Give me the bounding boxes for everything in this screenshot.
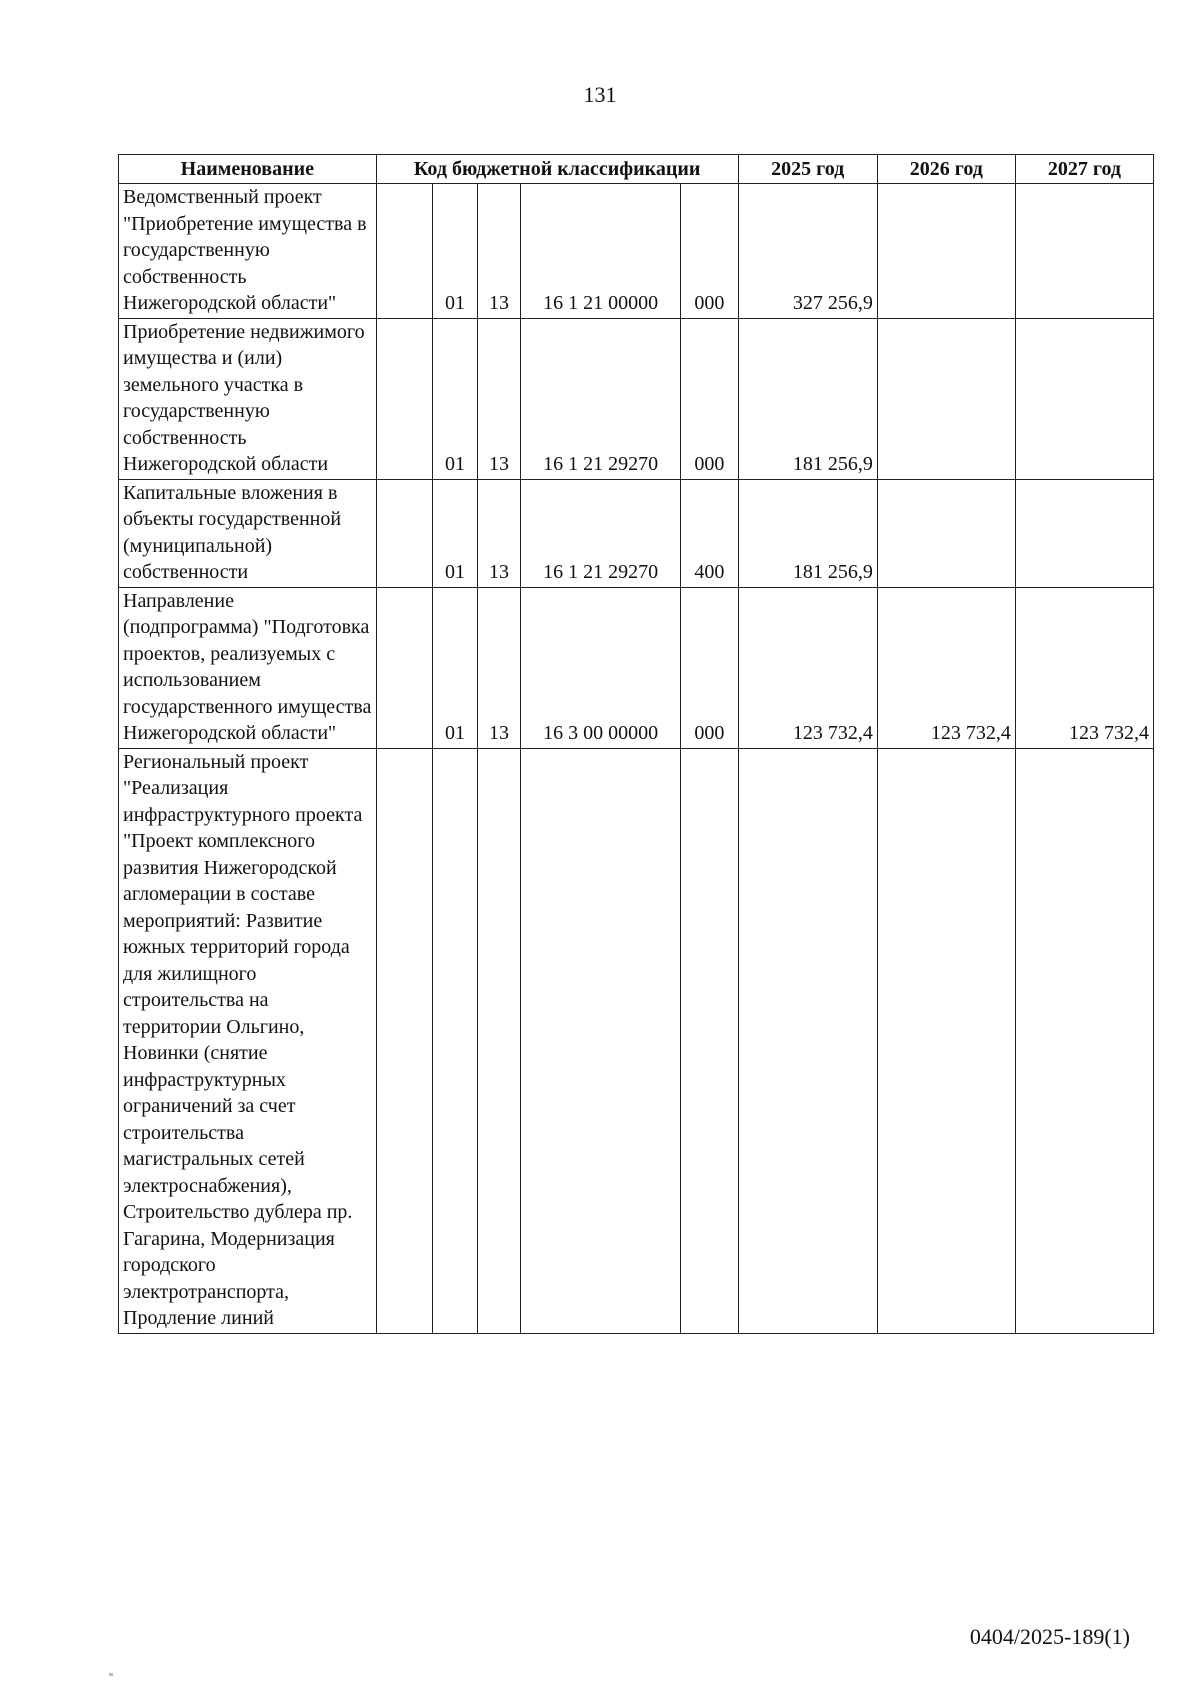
- value-2026: [877, 184, 1015, 319]
- code-section: 01: [433, 479, 478, 587]
- value-2027: [1015, 318, 1153, 479]
- value-2026: [877, 479, 1015, 587]
- header-code: Код бюджетной классификации: [376, 155, 738, 184]
- value-2027: 123 732,4: [1015, 587, 1153, 748]
- code-expense-type: 400: [681, 479, 739, 587]
- header-2026: 2026 год: [877, 155, 1015, 184]
- code-expense-type: 000: [681, 318, 739, 479]
- code-expense-type: 000: [681, 587, 739, 748]
- header-name: Наименование: [119, 155, 377, 184]
- budget-table: [118, 154, 1154, 1334]
- code-expense-type: [681, 748, 739, 1333]
- value-2026: [877, 318, 1015, 479]
- code-target-article: 16 1 21 29270: [521, 479, 681, 587]
- header-2025: 2025 год: [738, 155, 877, 184]
- scan-artifact: [109, 1673, 113, 1676]
- table-row: [119, 748, 1154, 1333]
- code-subsection: 13: [477, 479, 520, 587]
- table-row: [119, 318, 1154, 479]
- value-2025: [738, 748, 877, 1333]
- code-target-article: 16 1 21 00000: [521, 184, 681, 319]
- value-2025: 181 256,9: [738, 479, 877, 587]
- header-row: [119, 155, 1154, 184]
- row-name: Региональный проект "Реализация инфраструктурного проекта "Проект комплексного развития Нижегородской агломерации в составе мероприятий: Развитие южных территорий города для жилищного строительства на территории Ольгино, Новинки (снятие инфраструктурных ограничений за счет строительства магистральных сетей электроснабжения), Строительство дублера пр. Гагарина, Модернизация городского электротранспорта, Продление линий: [119, 748, 377, 1333]
- table-row: [119, 479, 1154, 587]
- document-number: 0404/2025-189(1): [969, 1624, 1130, 1649]
- row-name: Ведомственный проект "Приобретение имущества в государственную собственность Нижегородской области": [119, 184, 377, 319]
- value-2025: 123 732,4: [738, 587, 877, 748]
- code-target-article: 16 3 00 00000: [521, 587, 681, 748]
- code-part-1: [376, 318, 433, 479]
- row-name: Капитальные вложения в объекты государственной (муниципальной) собственности: [119, 479, 377, 587]
- value-2026: 123 732,4: [877, 587, 1015, 748]
- value-2027: [1015, 479, 1153, 587]
- code-subsection: 13: [477, 184, 520, 319]
- value-2025: 327 256,9: [738, 184, 877, 319]
- header-2027: 2027 год: [1015, 155, 1153, 184]
- table-row: [119, 184, 1154, 319]
- code-section: 01: [433, 318, 478, 479]
- code-section: [433, 748, 478, 1333]
- code-part-1: [376, 748, 433, 1333]
- code-target-article: 16 1 21 29270: [521, 318, 681, 479]
- code-subsection: 13: [477, 318, 520, 479]
- code-expense-type: 000: [681, 184, 739, 319]
- page-number: 131: [583, 82, 617, 107]
- row-name: Направление (подпрограмма) "Подготовка проектов, реализуемых с использованием государственного имущества Нижегородской области": [119, 587, 377, 748]
- code-section: 01: [433, 184, 478, 319]
- code-target-article: [521, 748, 681, 1333]
- row-name: Приобретение недвижимого имущества и (или) земельного участка в государственную собственность Нижегородской области: [119, 318, 377, 479]
- code-part-1: [376, 184, 433, 319]
- code-subsection: [477, 748, 520, 1333]
- code-subsection: 13: [477, 587, 520, 748]
- value-2025: 181 256,9: [738, 318, 877, 479]
- table-row: [119, 587, 1154, 748]
- code-part-1: [376, 587, 433, 748]
- value-2027: [1015, 184, 1153, 319]
- code-part-1: [376, 479, 433, 587]
- value-2026: [877, 748, 1015, 1333]
- code-section: 01: [433, 587, 478, 748]
- value-2027: [1015, 748, 1153, 1333]
